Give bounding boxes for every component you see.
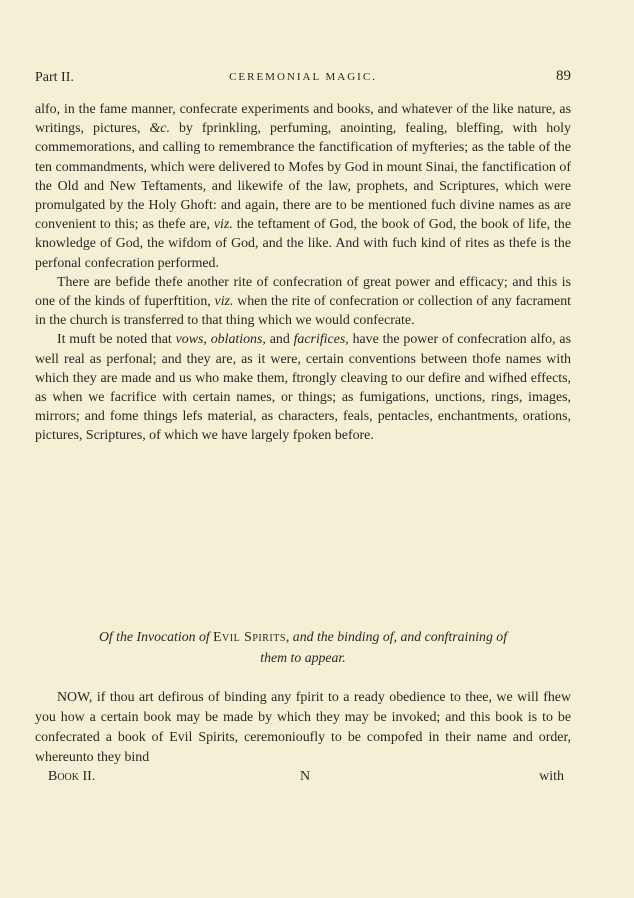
section-heading (35, 626, 571, 668)
text-run: There are befide thefe another rite of confecration of great power and efficacy; and this is one of the kinds of fuperftition, (35, 274, 571, 310)
signature-mark: N (300, 769, 311, 784)
paragraph (35, 273, 571, 331)
running-header (35, 70, 571, 90)
text-run: by fprinkling, perfuming, anointing, fealing, bleffing, with holy commemorations, and calling to remembrance the fanctification of myfteries; as the table of the ten commandments, which were delivered to Mofes by God in mount Sinai, the fanctification of the Old and New Teftaments, and likewife of the law, prophets, and Scriptures, which were promulgated by the Holy Ghoft: and again, there are to be mentioned fuch divine names as are convenient to this; as thefe are, (35, 121, 571, 233)
catchword: with (539, 769, 564, 784)
text-run: the teftament of God, the book of God, the book of life, the knowledge of God, the wifdom of God, and the like. And with fuch kind of rites as thefe is the perfonal confecration performed. (35, 217, 571, 271)
running-title: CEREMONIAL MAGIC. (229, 71, 377, 83)
heading-line2: them to appear. (260, 650, 346, 665)
paragraph (35, 100, 571, 273)
book-label: Book II. (48, 769, 96, 784)
text-run: NOW, if thou art defirous of binding any fpirit to a ready obedience to thee, we will fhew you how a certain book may be made by which they may be invoked; and this book is to be confecrated a book of Evil Spirits, ceremonioufly to be compofed in their name and order, whereunto they bind (35, 690, 571, 765)
italic-text: facrifices, (293, 332, 349, 348)
heading-caps: Evil Spirits (213, 629, 286, 644)
paragraph (35, 330, 571, 445)
part-label: Part II. (35, 70, 74, 85)
italic-text: viz. (214, 294, 234, 310)
body-text (35, 100, 571, 446)
italic-text: oblations, (210, 332, 266, 348)
italic-text: vows, (175, 332, 207, 348)
page-number: 89 (556, 68, 571, 84)
text-run: It muft be noted that (57, 332, 176, 348)
italic-text: viz. (213, 217, 233, 233)
section-paragraph (35, 688, 571, 768)
heading-part1: Of the Invocation of (98, 629, 214, 644)
italic-text: &c. (149, 121, 170, 137)
page-footer (48, 769, 564, 789)
section-body (35, 688, 571, 768)
heading-part2: , and the binding of, and conftraining of (285, 629, 508, 644)
text-run: have the power of confecration alfo, as well real as perfonal; and they are, as it were, certain conventions between thofe names with which they are made and us who make them, ftrongly cleaving to our defire and wifhed effects, as when we facrifice with certain names, or things; as fumigations, unctions, rings, images, mirrors; and fome things lefs material, as characters, feals, pentacles, enchantments, orations, pictures, Scriptures, of which we have largely fpoken before. (35, 332, 571, 444)
text-run: and (265, 332, 294, 348)
text-run: alfo, in the fame manner, confecrate experiments and books, and whatever of the like nature, as writings, pictures, (35, 102, 571, 137)
text-run: when the rite of confecration or collection of any facrament in the church is transferred to that thing which we would confecrate. (35, 294, 572, 329)
